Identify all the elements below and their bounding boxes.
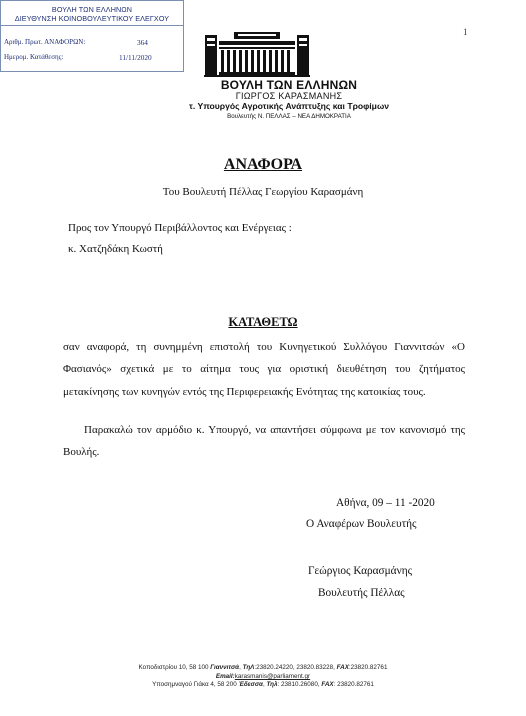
signer-title: Βουλευτής Πέλλας — [318, 587, 405, 599]
footer-tel-3: : 23810.26080, — [277, 681, 322, 688]
footer-city-3: Έδεσσα — [238, 681, 263, 688]
protocol-label: Αριθμ. Πρωτ. ΑΝΑΦΟΡΩΝ: — [4, 38, 86, 46]
footer-address-edessa: Υποσημναγού Γιάκα 4, 58 200 Έδεσσα, Τηλ: 23810.26080, FAX: 23820.82761 — [152, 681, 374, 688]
footer-city-1: Γιαννιτσά — [210, 664, 240, 671]
document-title: ΑΝΑΦΟΡΑ — [223, 156, 303, 173]
footer-tel-label-1: ΤηΛ — [242, 664, 255, 671]
footer-email — [0, 673, 526, 680]
stamp-line-1: ΒΟΥΛΗ ΤΩΝ ΕΛΛΗΝΩΝ — [51, 5, 133, 14]
footer-fax-label-1: FAX — [336, 664, 349, 671]
footer-address-1: Κοποδιστρίου 10, 58 100 — [138, 664, 211, 671]
body-paragraph-2: Παρακαλώ τον αρμόδιο κ. Υπουργό, να απαντήσει σύμφωνα με τον κανονισμό της Βουλής. — [63, 424, 465, 459]
stamp-divider — [1, 25, 183, 26]
recipient-line-2: κ. Χατζηδάκη Κωστή — [68, 243, 163, 255]
footer-tel-label-3: Τηλ — [266, 681, 278, 688]
footer-fax-1: :23820.82761 — [348, 664, 388, 671]
filing-date-value: 11/11/2020 — [119, 53, 152, 62]
parliament-heading: ΒΟΥΛΗ ΤΩΝ ΕΛΛΗΝΩΝ — [220, 78, 358, 92]
filing-date-label: Ημερομ. Κατάθεσης: — [4, 53, 64, 61]
body-paragraph-1: σαν αναφορά, τη συνημμένη επιστολή του Κυνηγετικού Συλλόγου Γιαννιτσών «Ο Φασιανός» σχετικά με το αίτημα τους για οριστική διευθέτηση του ζητήματος μετακίνησης των κυνηγών εντός της Περιφερειακής Ενότητας της κατοικίας τους. — [63, 341, 465, 398]
parliament-building-icon — [204, 29, 310, 77]
document-from: Του Βουλευτή Πέλλας Γεωργίου Καρασμάνη — [162, 186, 364, 198]
stamp-line-2: ΔΙΕΥΘΥΝΣΗ ΚΟΙΝΟΒΟΥΛΕΥΤΙΚΟΥ ΕΛΕΓΧΟΥ — [14, 14, 170, 23]
footer-email-label: Email: — [215, 673, 235, 680]
registry-stamp — [0, 0, 184, 72]
mp-name-heading: ΓΙΩΡΓΟΣ ΚΑΡΑΣΜΑΝΗΣ — [235, 91, 343, 101]
recipient-line-1: Προς τον Υπουργό Περιβάλλοντος και Ενέργειας : — [68, 222, 292, 234]
footer-address-3: Υποσημναγού Γιάκα 4, 58 200 — [152, 681, 239, 688]
footer-address-giannitsa: Κοποδιστρίου 10, 58 100 Γιαννιτσά, ΤηΛ:23820.24220, 23820.83228, FAX:23820.82761 — [138, 664, 388, 671]
signer-name: Γεώργιος Καρασμάνης — [308, 565, 413, 577]
signoff: Ο Αναφέρων Βουλευτής — [306, 518, 417, 530]
mp-former-role: τ. Υπουργός Αγροτικής Ανάπτυξης και Τροφίμων — [189, 101, 389, 111]
page-number: 1 — [463, 27, 468, 37]
footer-tel-1: :23820.24220, 23820.83228, — [254, 664, 337, 671]
date-line: Αθήνα, 09 – 11 -2020 — [336, 497, 435, 509]
deposit-heading: ΚΑΤΑΘΕΤΩ — [228, 315, 298, 329]
protocol-value: 364 — [137, 38, 148, 47]
footer-fax-3: : 23820.82761 — [333, 681, 374, 688]
footer-email-link[interactable]: karasmanis@parliament.gr — [234, 673, 311, 680]
mp-district: Βουλευτής Ν. ΠΕΛΛΑΣ – ΝΕΑ ΔΗΜΟΚΡΑΤΙΑ — [227, 113, 351, 120]
footer-fax-label-3: FAX — [321, 681, 334, 688]
